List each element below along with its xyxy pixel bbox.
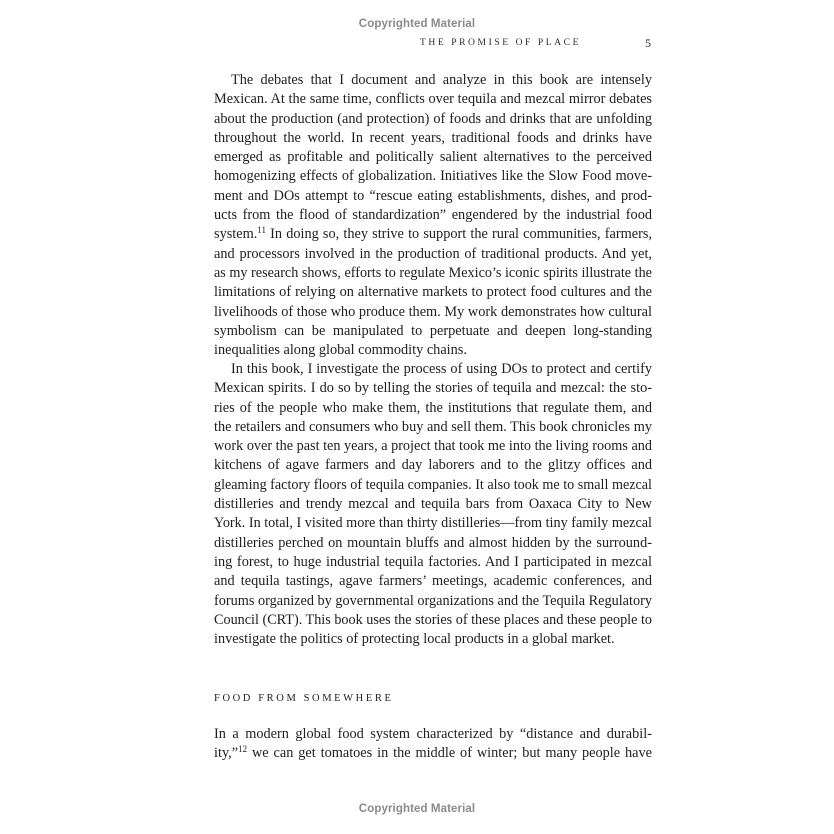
text-fragment: In doing so, they strive to support the rural communities, farmers, (265, 226, 652, 243)
text-line: throughout the world. In recent years, traditional foods and drinks have (214, 129, 652, 146)
text-line: York. In total, I visited more than thirty distilleries—from tiny family mezcal (214, 515, 652, 532)
text-line: Council (CRT). This book uses the stories of these places and these people to (214, 611, 652, 628)
text-line: inequalities along global commodity chains. (214, 342, 467, 359)
running-head: THE PROMISE OF PLACE (420, 38, 581, 48)
footnote-ref-12[interactable]: 12 (238, 744, 248, 755)
text-line: limitations of relying on alternative markets to protect food cultures and the (214, 284, 652, 301)
copyright-watermark-bottom: Copyrighted Material (358, 803, 476, 815)
text-fragment: we can get tomatoes in the middle of winter; but many people have (247, 745, 652, 762)
text-line: ries of the people who make them, the institutions that regulate them, and (214, 399, 652, 416)
text-line: In a modern global food system characterized by “distance and durabil- (214, 726, 652, 742)
text-line: ing forest, to huge industrial tequila factories. And I participated in mezcal (214, 553, 652, 570)
paragraph-3 (214, 725, 652, 764)
text-line: In this book, I investigate the process of using DOs to protect and certify (231, 361, 652, 377)
text-line: ment and DOs attempt to “rescue eating establishments, dishes, and prod- (214, 187, 652, 204)
text-line: symbolism can be manipulated to perpetuate and deepen long-standing (214, 322, 652, 339)
text-fragment: system. (214, 226, 258, 243)
text-line: gleaming factory floors of tequila companies. It also took me to small mezcal (214, 476, 652, 493)
section-heading: FOOD FROM SOMEWHERE (214, 693, 394, 704)
text-line: distilleries and trendy mezcal and tequila bars from Oaxaca City to New (214, 496, 652, 513)
text-line-with-footnote (214, 225, 652, 244)
text-line: ucts from the flood of standardization” engendered by the industrial food (214, 207, 652, 224)
text-line: Mexican spirits. I do so by telling the stories of tequila and mezcal: the sto- (214, 380, 652, 397)
footnote-ref-11[interactable]: 11 (257, 225, 266, 236)
text-line: investigate the politics of protecting local products in a global market. (214, 631, 615, 648)
text-line: and processors involved in the production of traditional products. And yet, (214, 245, 652, 262)
text-line: The debates that I document and analyze in this book are intensely (231, 72, 652, 88)
text-line: forums organized by governmental organizations and the Tequila Regulatory (214, 592, 652, 609)
paragraph-2 (214, 360, 652, 649)
paragraph-1 (214, 71, 652, 360)
text-line: as my research shows, efforts to regulate Mexico’s iconic spirits illustrate the (214, 264, 652, 281)
text-line: the retailers and consumers who buy and sell them. This book chronicles my (214, 418, 652, 435)
page-number: 5 (645, 36, 651, 50)
text-line: kitchens of agave farmers and day laborers and to the glitzy offices and (214, 457, 652, 474)
text-line: and tequila tastings, agave farmers’ meetings, academic conferences, and (214, 573, 652, 590)
text-line: emerged as profitable and politically salient alternatives to the perceived (214, 149, 652, 166)
text-line: distilleries perched on mountain bluffs and almost hidden by the surround- (214, 534, 652, 551)
text-fragment: ity,” (214, 745, 239, 762)
text-line: about the production (and protection) of foods and drinks that are unfolding (214, 110, 652, 127)
text-line: homogenizing effects of globalization. Initiatives like the Slow Food move- (214, 168, 652, 185)
text-line: work over the past ten years, a project that took me into the living rooms and (214, 438, 652, 455)
text-line: Mexican. At the same time, conflicts over tequila and mezcal mirror debates (214, 91, 652, 108)
text-line-with-footnote (214, 744, 652, 763)
copyright-watermark-top: Copyrighted Material (358, 18, 476, 30)
text-line: livelihoods of those who produce them. My work demonstrates how cultural (214, 303, 652, 320)
